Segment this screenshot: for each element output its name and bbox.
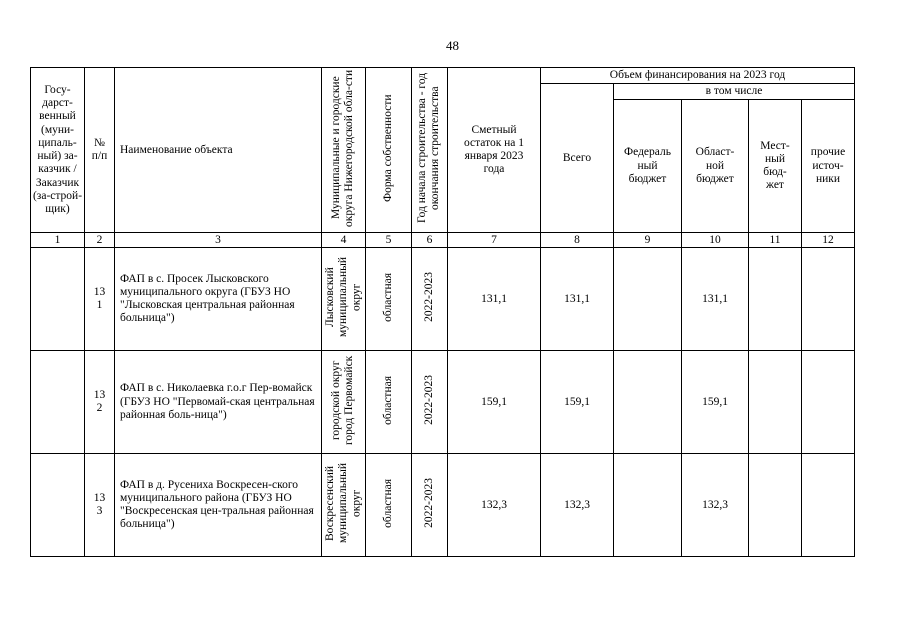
col-number: 7 (448, 233, 541, 248)
cell-years: 2022-2023 (412, 248, 448, 351)
col-number: 12 (802, 233, 855, 248)
cell-ownership: областная (366, 454, 412, 557)
header-regional: Област-ной бюджет (682, 100, 749, 233)
cell-municipality: Лысковский муниципальный округ (322, 248, 366, 351)
header-name: Наименование объекта (115, 68, 322, 233)
col-number: 1 (31, 233, 85, 248)
header-funding: Объем финансирования на 2023 год (541, 68, 855, 84)
col-number: 10 (682, 233, 749, 248)
cell-customer (31, 351, 85, 454)
table-row (31, 351, 855, 454)
header-customer: Госу-дарст-венный (муни-ципаль-ный) за-казчик / Заказчик (за-строй-щик) (31, 68, 85, 233)
header-balance: Сметный остаток на 1 января 2023 года (448, 68, 541, 233)
col-number: 2 (85, 233, 115, 248)
cell-other (802, 248, 855, 351)
cell-local (749, 248, 802, 351)
table-row (31, 248, 855, 351)
header-ownership: Форма собственности (366, 68, 412, 233)
col-number: 5 (366, 233, 412, 248)
header-total: Всего (541, 84, 614, 233)
cell-total: 132,3 (541, 454, 614, 557)
cell-no: 133 (85, 454, 115, 557)
header-local: Мест-ный бюд-жет (749, 100, 802, 233)
financing-table (30, 67, 855, 557)
cell-customer (31, 454, 85, 557)
cell-name: ФАП в д. Русениха Воскресен-ского муниципального района (ГБУЗ НО "Воскресенская цен-тральная районная больница") (115, 454, 322, 557)
cell-federal (614, 454, 682, 557)
cell-balance: 132,3 (448, 454, 541, 557)
cell-municipality: Воскресенский муниципальный округ (322, 454, 366, 557)
col-number: 3 (115, 233, 322, 248)
cell-no: 132 (85, 351, 115, 454)
cell-balance: 159,1 (448, 351, 541, 454)
header-including: в том числе (614, 84, 855, 100)
cell-balance: 131,1 (448, 248, 541, 351)
cell-total: 159,1 (541, 351, 614, 454)
col-number: 11 (749, 233, 802, 248)
cell-local (749, 351, 802, 454)
table-row (31, 454, 855, 557)
cell-years: 2022-2023 (412, 351, 448, 454)
page-number: 48 (446, 38, 459, 53)
cell-regional: 159,1 (682, 351, 749, 454)
cell-other (802, 454, 855, 557)
cell-local (749, 454, 802, 557)
cell-federal (614, 248, 682, 351)
cell-no: 131 (85, 248, 115, 351)
cell-other (802, 351, 855, 454)
header-years: Год начала строительства - год окончания строительства (412, 68, 448, 233)
cell-federal (614, 351, 682, 454)
cell-municipality: городской округ город Первомайск (322, 351, 366, 454)
cell-customer (31, 248, 85, 351)
col-number: 8 (541, 233, 614, 248)
header-municipality: Муниципальные и городские округа Нижегородской обла-сти (322, 68, 366, 233)
col-number: 9 (614, 233, 682, 248)
header-other: прочие источ-ники (802, 100, 855, 233)
cell-ownership: областная (366, 248, 412, 351)
cell-name: ФАП в с. Николаевка г.о.г Пер-вомайск (ГБУЗ НО "Первомай-ская центральная районная боль-ница") (115, 351, 322, 454)
column-numbers-row (31, 233, 855, 248)
col-number: 6 (412, 233, 448, 248)
cell-regional: 131,1 (682, 248, 749, 351)
header-no: № п/п (85, 68, 115, 233)
header-federal: Федераль ный бюджет (614, 100, 682, 233)
cell-name: ФАП в с. Просек Лысковского муниципального округа (ГБУЗ НО "Лысковская центральная районная больница") (115, 248, 322, 351)
col-number: 4 (322, 233, 366, 248)
cell-years: 2022-2023 (412, 454, 448, 557)
cell-total: 131,1 (541, 248, 614, 351)
cell-ownership: областная (366, 351, 412, 454)
cell-regional: 132,3 (682, 454, 749, 557)
